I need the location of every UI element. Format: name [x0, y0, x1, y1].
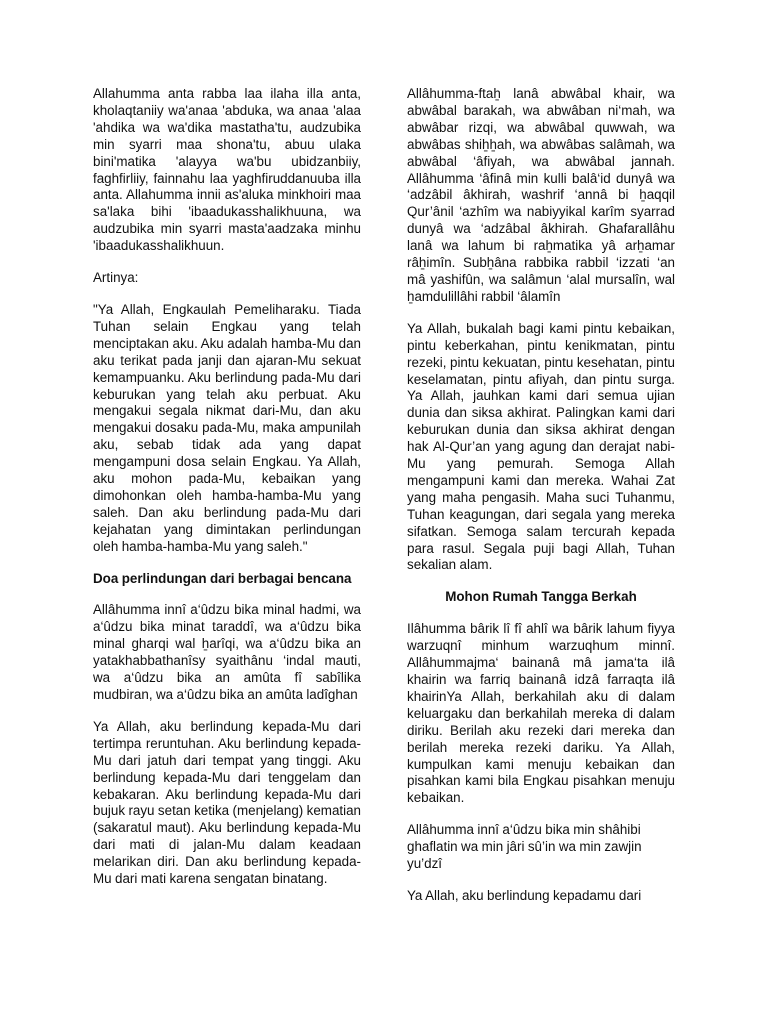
prayer-arabic-latin: Allâhumma-ftaẖ lanâ abwâbal khair, wa abwâbal barakah, wa abwâban ni‘mah, wa abwâbar rizqi, wa abwâbal quwwah, wa abwâbas shiẖẖah, wa abwâbas salâmah, wa abwâbal ‘âfiyah, wa abwâbal jannah. Allâhumma ‘âfinâ min kulli balâ‘id dunyâ wa ‘adzâbil âkhirah, washrif ‘annâ bi ẖaqqil Qur’ânil ‘azhîm wa nabiyyikal karîm syarrad dunyâ wa ‘adzâbal âkhirah. Ghafarallâhu lanâ wa lahum bi raẖmatika yâ arẖamar râẖimîn. Subẖâna rabbika rabbil ‘izzati ‘an mâ yashifûn, wa salâmun ‘alal mursalîn, wal ẖamdulillâhi rabbil ‘âlamîn [407, 86, 675, 304]
meaning-label: Artinya: [93, 270, 139, 286]
right-column [407, 86, 675, 920]
prayer-arabic-latin: Allâhumma innî a‘ûdzu bika minal hadmi, wa a‘ûdzu bika minat taraddî, wa a‘ûdzu bika minal gharqi wal ẖarîqi, wa a‘ûdzu bika an yatakhabbathanîsy syaithânu ‘indal mauti, wa a‘ûdzu bika an amûta fî sabîlika mudbiran, wa a‘ûdzu bika an amûta ladîghan [93, 602, 361, 702]
prayer-translation: "Ya Allah, Engkaulah Pemeliharaku. Tiada Tuhan selain Engkau yang telah menciptakan aku. Aku adalah hamba-Mu dan aku terikat pada janji dan ajaran-Mu sekuat kemampuanku. Aku berlindung pada-Mu dari keburukan yang telah aku perbuat. Aku mengakui segala nikmat dari-Mu, dan aku mengakui dosaku pada-Mu, maka ampunilah aku, sebab tidak ada yang dapat mengampuni dosa selain Engkau. Ya Allah, aku mohon pada-Mu, kebaikan yang dimohonkan oleh hamba-hamba-Mu yang saleh. Dan aku berlindung pada-Mu dari kejahatan yang dimintakan perlindungan oleh hamba-hamba-Mu yang saleh." [93, 301, 361, 554]
prayer-translation: Ya Allah, aku berlindung kepadamu dari [407, 887, 642, 903]
prayer-arabic-latin: Ilâhumma bârik lî fî ahlî wa bârik lahum fiyya warzuqnî minhum warzuqhum minnî. Allâhummajma‘ bainanâ mâ jama‘ta ilâ khairin wa farriq bainanâ idzâ farraqta ilâ khairinYa Allah, berkahilah aku di dalam keluargaku dan berkahilah mereka di dalam diriku. Berilah aku rezeki dari mereka dan berilah mereka rezeki dariku. Ya Allah, kumpulkan kami menuju kebaikan dan pisahkan kami bila Engkau pisahkan menuju kebaikan. [407, 621, 675, 806]
section-heading: Doa perlindungan dari berbagai bencana [93, 570, 352, 586]
prayer-arabic-latin: Allahumma anta rabba laa ilaha illa anta, kholaqtaniiy wa'anaa 'abduka, wa anaa 'alaa 'ahdika wa wa'dika mastatha'tu, audzubika min syarri maa shona'tu, abuu ulaka bini'matika 'alayya wa'bu ubidzanbiiy, faghfirliiy, fainnahu laa yaghfiruddanuuba illa anta. Allahumma innii as'aluka minkhoiri maa sa'laka bihi 'ibaadukasshalikhuuna, wa audzubika min syarri masta'aadzaka minhu 'ibaadukasshalikhuun. [93, 86, 361, 254]
prayer-arabic-latin: Allâhumma innî a‘ûdzu bika min shâhibi ghaflatin wa min jâri sû’in wa min zawjin yu’dzî [407, 822, 642, 872]
section-heading: Mohon Rumah Tangga Berkah [445, 589, 637, 605]
prayer-translation: Ya Allah, aku berlindung kepada-Mu dari tertimpa reruntuhan. Aku berlindung kepada-Mu dari jatuh dari tempat yang tinggi. Aku berlindung kepada-Mu dari tenggelam dan kebakaran. Aku berlindung kepada-Mu dari bujuk rayu setan ketika (menjelang) kematian (sakaratul maut). Aku berlindung kepada-Mu dari mati di jalan-Mu dalam keadaan melarikan diri. Dan aku berlindung kepada-Mu dari mati karena sengatan binatang. [93, 718, 361, 887]
prayer-translation: Ya Allah, bukalah bagi kami pintu kebaikan, pintu keberkahan, pintu kenikmatan, pintu rezeki, pintu kekuatan, pintu kesehatan, pintu keselamatan, pintu afiyah, dan pintu surga. Ya Allah, jauhkan kami dari semua ujian dunia dan siksa akhirat. Palingkan kami dari keburukan dunia dan siksa akhirat dengan hak Al-Qur’an yang agung dan derajat nabi-Mu yang pemurah. Semoga Allah mengampuni kami dan mereka. Wahai Zat yang maha pengasih. Maha suci Tuhanmu, Tuhan keagungan, dari segala yang mereka sifatkan. Semoga salam tercurah kepada para rasul. Segala puji bagi Allah, Tuhan sekalian alam. [407, 320, 675, 573]
left-column [93, 86, 361, 903]
